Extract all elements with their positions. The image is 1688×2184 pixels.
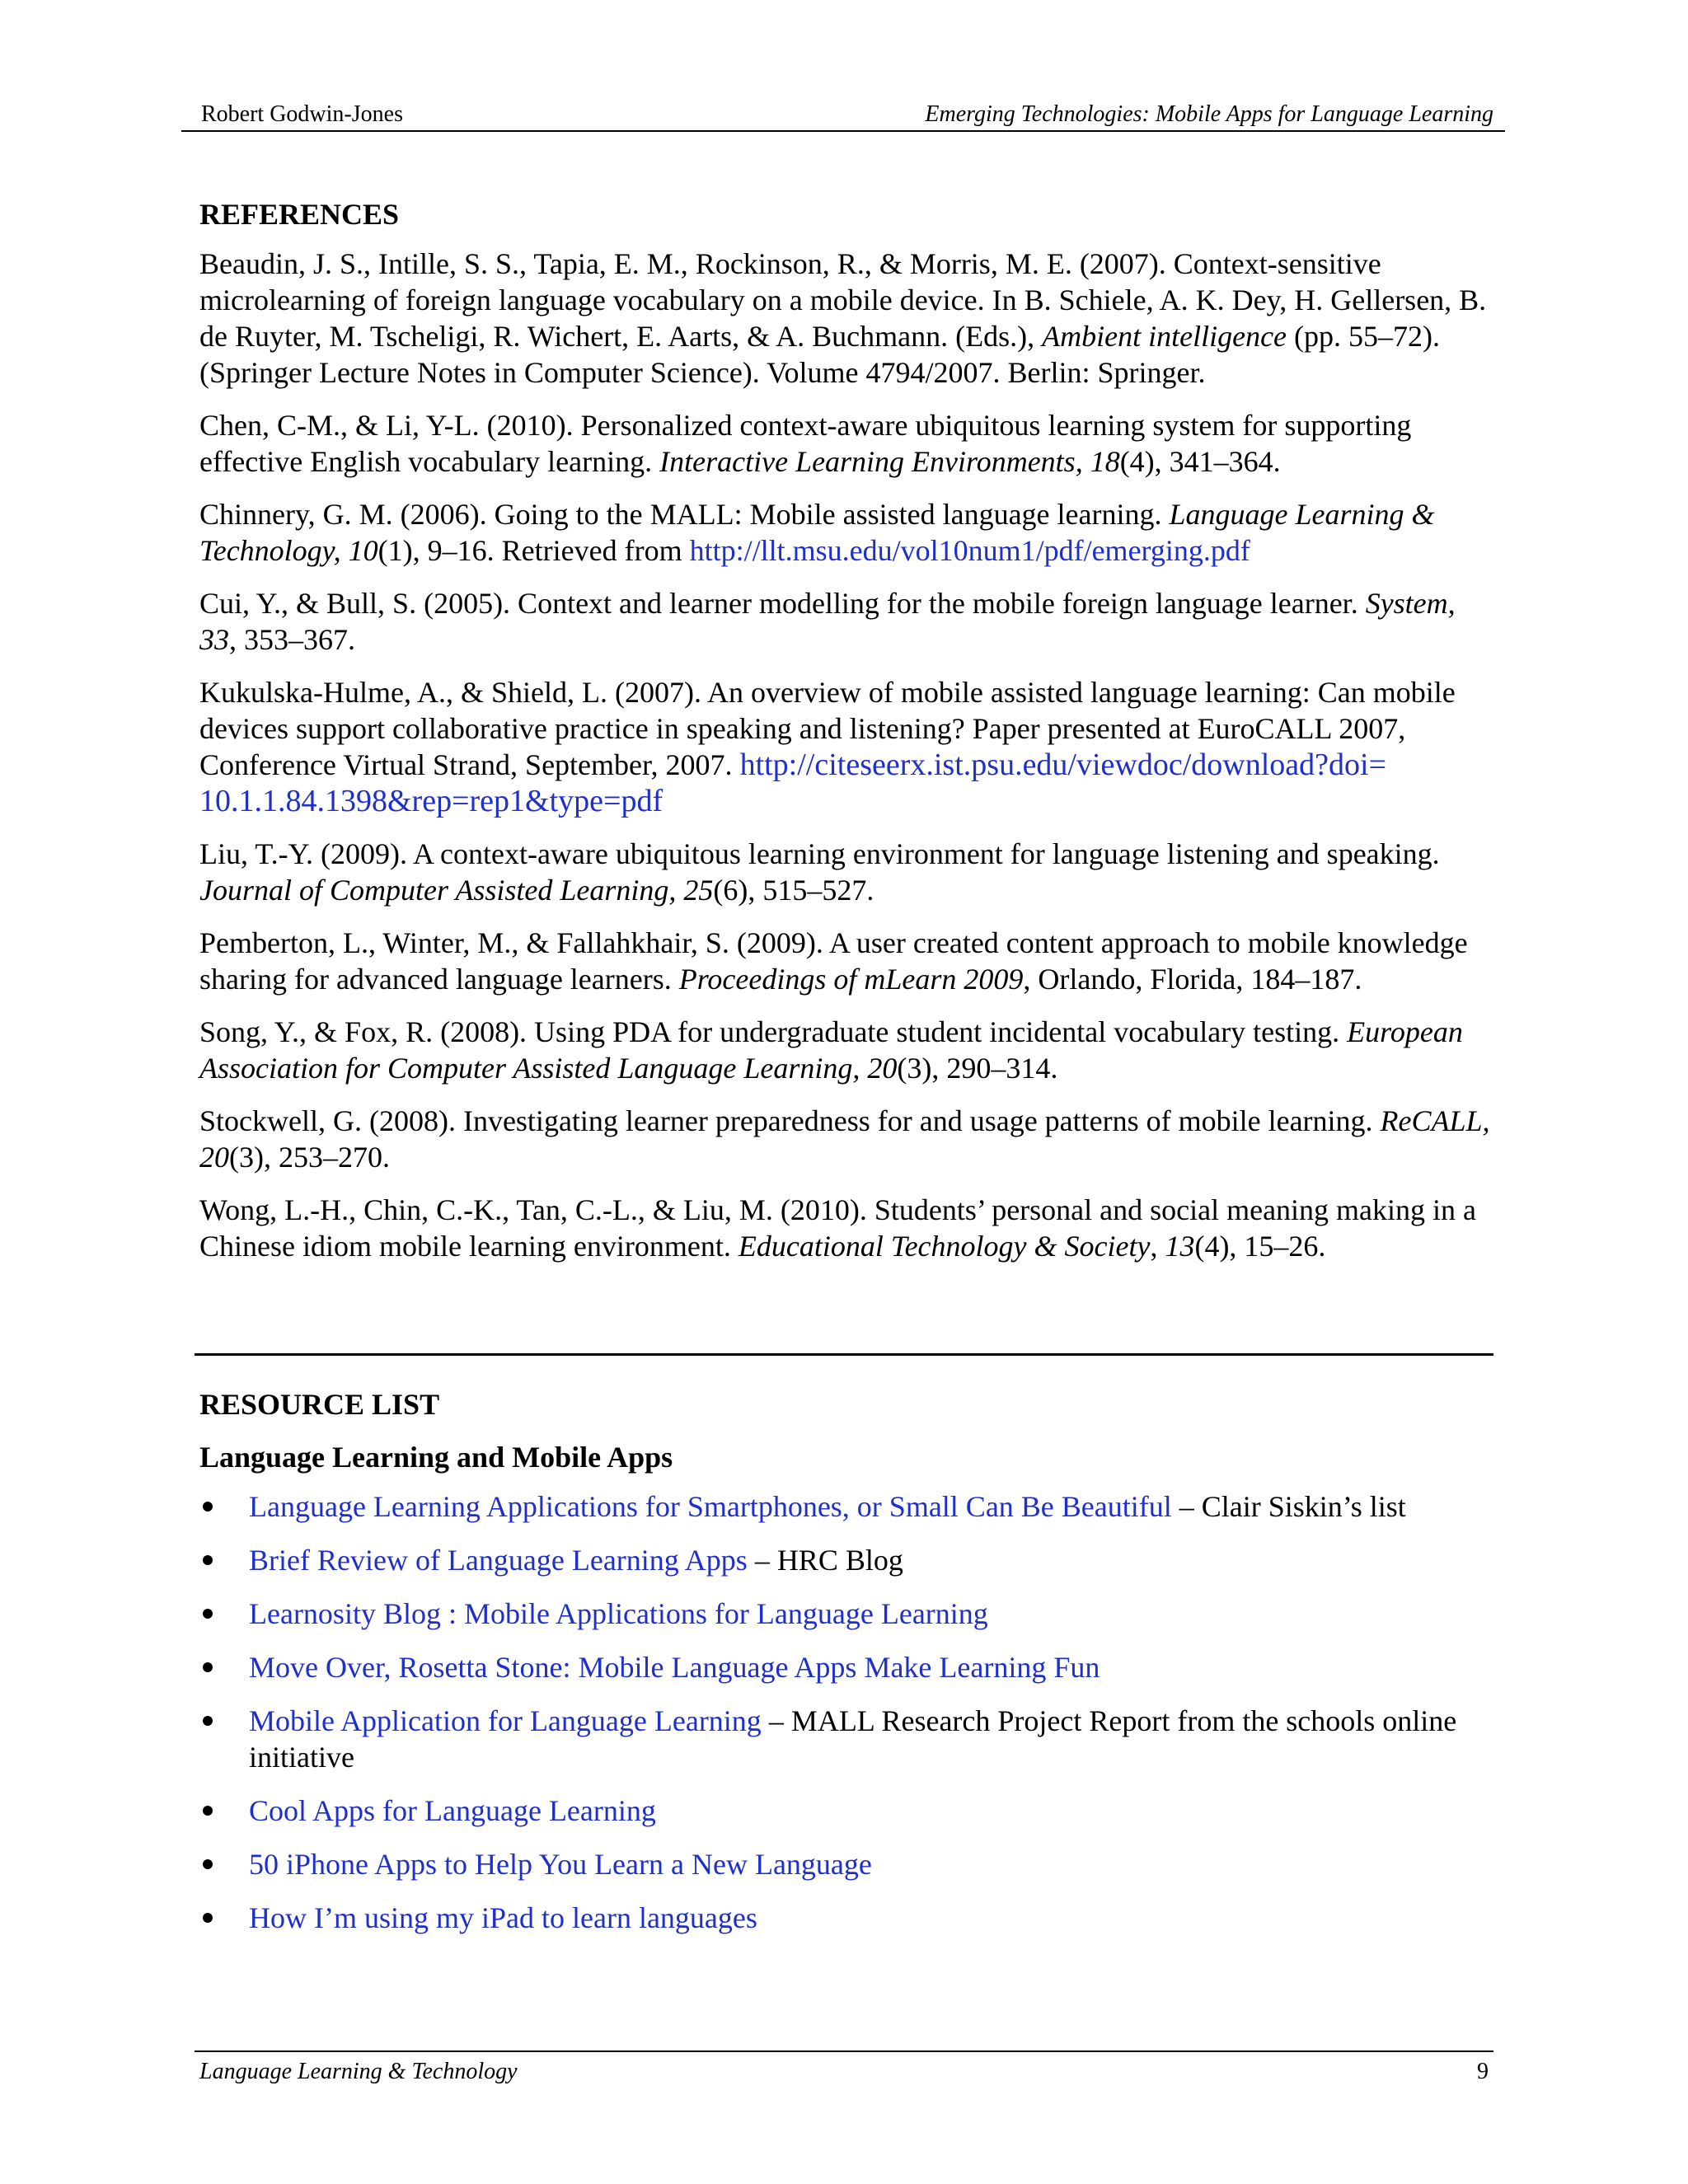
references-heading: REFERENCES (199, 198, 400, 231)
references-section (199, 196, 1493, 1281)
bullet-icon (203, 1502, 213, 1511)
resource-link[interactable]: 50 iPhone Apps to Help You Learn a New Language (249, 1848, 872, 1881)
reference-entry: Beaudin, J. S., Intille, S. S., Tapia, E. M., Rockinson, R., & Morris, M. E. (2007). Context-sensitive microlearning of foreign language vocabulary on a mobile device. In B. Schiele, A. K. Dey, H. Gellersen, B. de Ruyter, M. Tscheligi, R. Wichert, E. Aarts, & A. Buchmann. (Eds.), Ambient intelligence (pp. 55–72). (Springer Lecture Notes in Computer Science). Volume 4794/2007. Berlin: Springer. (199, 247, 1487, 389)
running-header (181, 99, 1505, 132)
reference-entry: Song, Y., & Fox, R. (2008). Using PDA for undergraduate student incidental vocabulary testing. European Association for Computer Assisted Language Learning, 20(3), 290–314. (199, 1015, 1463, 1085)
list-item (199, 1596, 1493, 1632)
list-item (199, 1846, 1493, 1882)
reference-link[interactable]: http://citeseerx.ist.psu.edu/viewdoc/download?doi= 10.1.1.84.1398&rep=rep1&type=pdf (199, 748, 1386, 818)
resource-link[interactable]: Language Learning Applications for Smartphones, or Small Can Be Beautiful (249, 1490, 1172, 1523)
section-divider (195, 1353, 1493, 1356)
header-author: Robert Godwin-Jones (201, 101, 403, 127)
bullet-icon (203, 1555, 213, 1565)
header-title: Emerging Technologies: Mobile Apps for Language Learning (925, 101, 1493, 127)
reference-entry: Wong, L.-H., Chin, C.-K., Tan, C.-L., & Liu, M. (2010). Students’ personal and social meaning making in a Chinese idiom mobile learning environment. Educational Technology & Society, 13(4), 15–26. (199, 1193, 1477, 1263)
bullet-icon (203, 1662, 213, 1672)
bullet-icon (203, 1806, 213, 1816)
list-item (199, 1649, 1493, 1685)
resource-link[interactable]: Cool Apps for Language Learning (249, 1794, 656, 1827)
resource-link[interactable]: Mobile Application for Language Learning (249, 1704, 762, 1737)
bullet-icon (203, 1716, 213, 1726)
resource-link[interactable]: How I’m using my iPad to learn languages (249, 1901, 757, 1934)
list-item (199, 1793, 1493, 1829)
resource-list-section (199, 1386, 1493, 1953)
footer-journal: Language Learning & Technology (199, 2059, 518, 2084)
list-item: Language Learning Applications for Smartphones, or Small Can Be Beautiful – Clair Siskin’s list (199, 1488, 1493, 1525)
resource-list-heading: RESOURCE LIST (199, 1388, 440, 1421)
list-item (199, 1900, 1493, 1936)
resource-list (199, 1488, 1493, 1936)
reference-entry: Pemberton, L., Winter, M., & Fallahkhair, S. (2009). A user created content approach to mobile knowledge sharing for advanced language learners. Proceedings of mLearn 2009, Orlando, Florida, 184–187. (199, 926, 1468, 996)
reference-entry: Chen, C-M., & Li, Y-L. (2010). Personalized context-aware ubiquitous learning system for supporting effective English vocabulary learning. Interactive Learning Environments, 18(4), 341–364. (199, 409, 1412, 478)
reference-link[interactable]: http://llt.msu.edu/vol10num1/pdf/emerging.pdf (689, 534, 1250, 567)
reference-entry: Kukulska-Hulme, A., & Shield, L. (2007). An overview of mobile assisted language learning: Can mobile devices support collaborative practice in speaking and listening? Paper presented at EuroCALL 2007, Conference Virtual Strand, September, 2007. http://citeseerx.ist.psu.edu/viewdoc/download?doi= 10.1.1.84.1398&rep=rep1&type=pdf (199, 676, 1456, 818)
bullet-icon (203, 1913, 213, 1923)
reference-entry: Cui, Y., & Bull, S. (2005). Context and learner modelling for the mobile foreign language learner. System, 33, 353–367. (199, 587, 1456, 656)
reference-entry: Stockwell, G. (2008). Investigating learner preparedness for and usage patterns of mobile learning. ReCALL, 20(3), 253–270. (199, 1104, 1490, 1174)
reference-entry: Chinnery, G. M. (2006). Going to the MALL: Mobile assisted language learning. Language Learning & Technology, 10(1), 9–16. Retrieved from http://llt.msu.edu/vol10num1/pdf/emerging.pdf (199, 498, 1435, 567)
bullet-icon (203, 1609, 213, 1619)
resource-link[interactable]: Learnosity Blog : Mobile Applications for Language Learning (249, 1597, 988, 1630)
resource-subheading: Language Learning and Mobile Apps (199, 1441, 673, 1474)
resource-link[interactable]: Brief Review of Language Learning Apps (249, 1544, 748, 1577)
running-footer (195, 2050, 1493, 2088)
bullet-icon (203, 1859, 213, 1869)
list-item: Brief Review of Language Learning Apps – HRC Blog (199, 1542, 1493, 1578)
list-item: Mobile Application for Language Learning – MALL Research Project Report from the schools online initiative (199, 1703, 1493, 1775)
page-number: 9 (1477, 2059, 1489, 2084)
resource-link[interactable]: Move Over, Rosetta Stone: Mobile Language Apps Make Learning Fun (249, 1651, 1100, 1684)
reference-entry: Liu, T.-Y. (2009). A context-aware ubiquitous learning environment for language listening and speaking. Journal of Computer Assisted Learning, 25(6), 515–527. (199, 837, 1440, 907)
